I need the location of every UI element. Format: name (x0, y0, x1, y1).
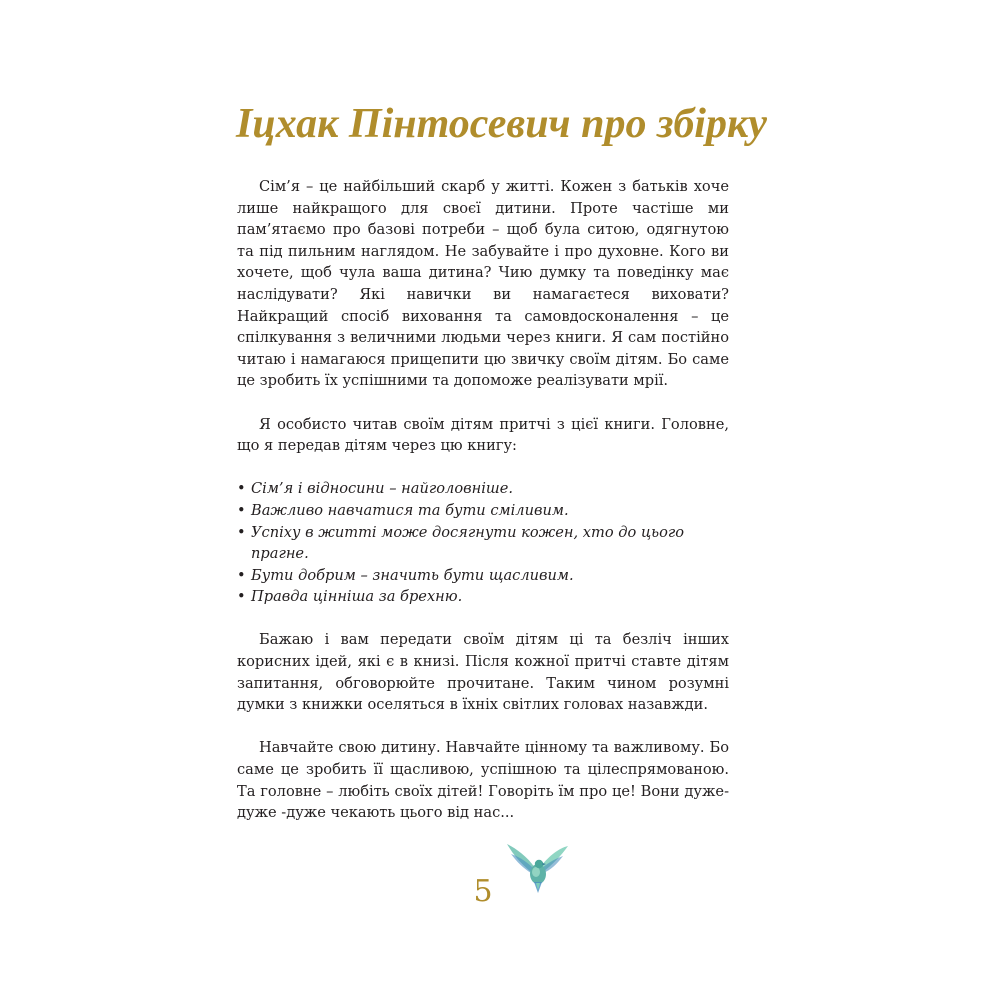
list-item: • Важливо навчатися та бути сміливим. (237, 500, 729, 522)
list-item: • Правда цінніша за брехню. (237, 586, 729, 608)
dove-icon (505, 838, 569, 894)
list-item: • Бути добрим – значить бути щасливим. (237, 565, 729, 587)
paragraph-reading: Я особисто читав своїм дітям притчі з цієї книги. Головне, що я передав дітям через цю книгу: (237, 415, 729, 455)
page-number: 5 (473, 874, 493, 909)
page-body (237, 176, 729, 824)
paragraph-intro: Сім’я – це найбільший скарб у житті. Кожен з батьків хоче лише найкращого для своєї дитини. Проте частіше ми пам’ятаємо про базові потреби – щоб була ситою, одягнутою та під пильним наглядом. Не забувайте і про духовне. Кого ви хочете, щоб чула ваша дитина? Чию думку та поведінку має наслідувати? Які навички ви намагаєтеся виховати? Найкращий спосіб виховання та самовдосконалення – це спілкування з величними людьми через книги. Я сам постійно читаю і намагаюся прищепити цю звичку своїм дітям. Бо саме це зробить їх успішними та допоможе реалізувати мрії. (237, 178, 729, 390)
paragraph-wish: Бажаю і вам передати своїм дітям ці та безліч інших корисних ідей, які є в книзі. Після кожної притчі ставте дітям запитання, обговорюйте прочитане. Таким чином розумні думки з книжки оселяться в їхніх світлих головах назавжди. (237, 631, 729, 714)
list-item: • Успіху в житті може досягнути кожен, хто до цього прагне. (237, 522, 729, 565)
paragraph-closing: Навчайте свою дитину. Навчайте цінному та важливому. Бо саме це зробить її щасливою, успішною та цілеспрямованою. Та головне – любіть своїх дітей! Говоріть їм про це! Вони дуже-дуже -дуже чекають цього від нас... (237, 739, 729, 822)
lessons-list (237, 478, 729, 608)
list-item: • Сім’я і відносини – найголовніше. (237, 478, 729, 500)
page-title: Іцхак Пінтосевич про збірку (236, 101, 767, 147)
